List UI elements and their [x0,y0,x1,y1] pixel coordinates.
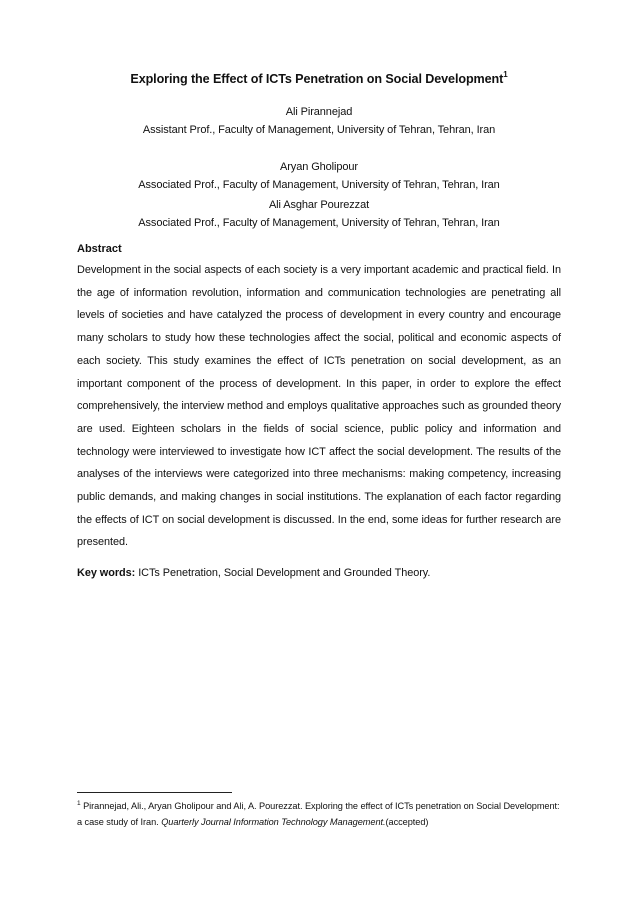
author-name: Aryan Gholipour [280,161,358,173]
title-footnote-marker: 1 [503,70,508,79]
abstract-text: Development in the social aspects of each society is a very important academic and practical field. In the age of information revolution, information and communication technologies are penetrating all levels of societies and have catalyzed the process of development in every country and encourage many scholars to study how these technologies affect the social, political and economic aspects of each society. This study examines the effect of ICTs penetration on social development, as an important component of the process of development. In this paper, in order to explore the effect comprehensively, the interview method and employs qualitative approaches such as grounded theory are used. Eighteen scholars in the fields of social science, public policy and information and technology were interviewed to investigate how ICT affect the social development. The results of the analyses of the interviews were categorized into three mechanisms: making competency, increasing public demands, and making changes in social institutions. The explanation of each factor regarding the effects of ICT on social development is discussed. In the end, some ideas for further research are presented. [77,264,561,549]
keywords-text: ICTs Penetration, Social Development and Grounded Theory. [138,567,431,579]
paper-title-text: Exploring the Effect of ICTs Penetration on Social Development [130,72,504,86]
author-affiliation: Assistant Prof., Faculty of Management, University of Tehran, Tehran, Iran [142,124,496,136]
keywords [77,564,561,582]
author-block [0,103,638,139]
footnote [77,798,561,830]
footnote-status: (accepted) [385,817,429,827]
author-block [0,158,638,194]
keywords-label: Key words: [77,567,136,579]
author-block [0,196,638,232]
footnote-citation: Pirannejad, Ali., Aryan Gholipour and Ali, A. Pourezzat. Exploring the effect of ICTs penetration on Social Development: a case study of Iran. [77,801,560,827]
footnote-marker: 1 [77,800,81,807]
author-affiliation: Associated Prof., Faculty of Management, University of Tehran, Tehran, Iran [138,179,500,191]
footnote-separator [77,792,232,793]
abstract-heading: Abstract [77,243,122,255]
paper-title [0,70,638,88]
author-affiliation: Associated Prof., Faculty of Management, University of Tehran, Tehran, Iran [138,217,500,229]
footnote-journal: Quarterly Journal Information Technology Management. [161,817,386,827]
author-name: Ali Pirannejad [285,106,353,118]
author-name: Ali Asghar Pourezzat [268,199,370,211]
